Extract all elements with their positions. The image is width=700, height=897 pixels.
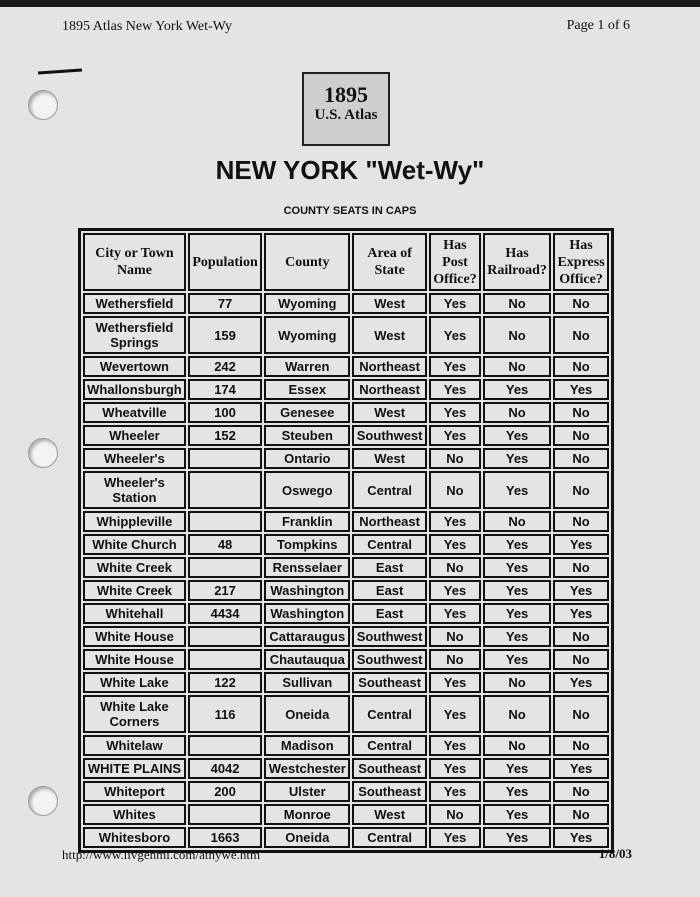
- cell-population: 77: [188, 293, 262, 314]
- cell-express-office: Yes: [553, 580, 609, 601]
- cell-city: WHITE PLAINS: [83, 758, 186, 779]
- table-row: [83, 781, 609, 802]
- column-header-post-office: Has Post Office?: [429, 233, 481, 291]
- top-border-bar: [0, 0, 700, 7]
- column-header-county: County: [264, 233, 350, 291]
- cell-railroad: No: [483, 672, 551, 693]
- table-body: [83, 293, 609, 848]
- cell-population: [188, 735, 262, 756]
- cell-post-office: Yes: [429, 402, 481, 423]
- table-row: [83, 425, 609, 446]
- cell-city: Wheatville: [83, 402, 186, 423]
- pen-mark: [38, 68, 82, 74]
- cell-post-office: No: [429, 649, 481, 670]
- cell-express-office: No: [553, 356, 609, 377]
- cell-city: White House: [83, 626, 186, 647]
- cell-post-office: Yes: [429, 827, 481, 848]
- cell-railroad: No: [483, 316, 551, 354]
- cell-city: White Creek: [83, 557, 186, 578]
- cell-area: Central: [352, 695, 427, 733]
- cell-area: Southeast: [352, 672, 427, 693]
- cell-area: Central: [352, 827, 427, 848]
- cell-area: Southwest: [352, 626, 427, 647]
- cell-express-office: No: [553, 316, 609, 354]
- cell-county: Steuben: [264, 425, 350, 446]
- cell-express-office: No: [553, 471, 609, 509]
- cell-county: Rensselaer: [264, 557, 350, 578]
- cell-county: Ulster: [264, 781, 350, 802]
- cell-railroad: No: [483, 695, 551, 733]
- cell-county: Washington: [264, 603, 350, 624]
- table-row: [83, 511, 609, 532]
- cell-population: 217: [188, 580, 262, 601]
- table-row: [83, 402, 609, 423]
- cell-population: [188, 557, 262, 578]
- cell-area: East: [352, 557, 427, 578]
- cell-express-office: Yes: [553, 379, 609, 400]
- cell-railroad: Yes: [483, 448, 551, 469]
- cell-county: Wyoming: [264, 316, 350, 354]
- cell-county: Madison: [264, 735, 350, 756]
- cell-railroad: No: [483, 402, 551, 423]
- cell-county: Chautauqua: [264, 649, 350, 670]
- cell-population: 4042: [188, 758, 262, 779]
- cell-post-office: Yes: [429, 580, 481, 601]
- cell-area: West: [352, 402, 427, 423]
- table-header-row: [83, 233, 609, 291]
- cell-post-office: No: [429, 471, 481, 509]
- cell-area: West: [352, 804, 427, 825]
- cell-city: Wevertown: [83, 356, 186, 377]
- cell-area: Northeast: [352, 356, 427, 377]
- cell-express-office: Yes: [553, 534, 609, 555]
- cell-railroad: Yes: [483, 580, 551, 601]
- cell-post-office: Yes: [429, 293, 481, 314]
- cell-express-office: No: [553, 649, 609, 670]
- cell-county: Genesee: [264, 402, 350, 423]
- table-row: [83, 557, 609, 578]
- cell-population: 116: [188, 695, 262, 733]
- cell-railroad: Yes: [483, 471, 551, 509]
- table-row: [83, 649, 609, 670]
- cell-city: Whitehall: [83, 603, 186, 624]
- cell-city: Whallonsburgh: [83, 379, 186, 400]
- page-title: NEW YORK "Wet-Wy": [215, 155, 485, 185]
- cell-area: Central: [352, 471, 427, 509]
- cell-population: 174: [188, 379, 262, 400]
- cell-area: East: [352, 603, 427, 624]
- header-title: 1895 Atlas New York Wet-Wy: [62, 19, 233, 34]
- cell-railroad: Yes: [483, 379, 551, 400]
- cell-express-office: Yes: [553, 603, 609, 624]
- table-row: [83, 758, 609, 779]
- cell-population: 122: [188, 672, 262, 693]
- cell-area: Central: [352, 735, 427, 756]
- cell-post-office: Yes: [429, 356, 481, 377]
- cell-express-office: No: [553, 781, 609, 802]
- cell-post-office: Yes: [429, 316, 481, 354]
- cell-area: West: [352, 293, 427, 314]
- cell-city: Whites: [83, 804, 186, 825]
- cell-express-office: No: [553, 511, 609, 532]
- cell-city: Wethersfield Springs: [83, 316, 186, 354]
- cell-population: 48: [188, 534, 262, 555]
- table-row: [83, 827, 609, 848]
- page-subtitle: COUNTY SEATS IN CAPS: [283, 205, 417, 217]
- cell-express-office: Yes: [553, 758, 609, 779]
- cell-express-office: Yes: [553, 827, 609, 848]
- cell-area: Northeast: [352, 379, 427, 400]
- cell-city: Wheeler's Station: [83, 471, 186, 509]
- table-row: [83, 293, 609, 314]
- cell-area: Southwest: [352, 649, 427, 670]
- cell-city: Whitesboro: [83, 827, 186, 848]
- cell-railroad: Yes: [483, 557, 551, 578]
- table-row: [83, 356, 609, 377]
- cell-area: East: [352, 580, 427, 601]
- cell-county: Sullivan: [264, 672, 350, 693]
- binder-hole-icon: [28, 90, 58, 120]
- cell-railroad: No: [483, 511, 551, 532]
- table-row: [83, 695, 609, 733]
- cell-post-office: Yes: [429, 735, 481, 756]
- cell-city: Whiteport: [83, 781, 186, 802]
- cell-county: Westchester: [264, 758, 350, 779]
- towns-table: [78, 228, 614, 853]
- cell-county: Franklin: [264, 511, 350, 532]
- cell-city: Wheeler: [83, 425, 186, 446]
- cell-post-office: Yes: [429, 695, 481, 733]
- print-date: 1/8/03: [598, 846, 632, 861]
- cell-area: Southwest: [352, 425, 427, 446]
- cell-area: Northeast: [352, 511, 427, 532]
- cell-railroad: Yes: [483, 804, 551, 825]
- column-header-express-office: Has Express Office?: [553, 233, 609, 291]
- table-row: [83, 603, 609, 624]
- binder-hole-icon: [28, 786, 58, 816]
- table-row: [83, 735, 609, 756]
- cell-express-office: No: [553, 293, 609, 314]
- cell-county: Oswego: [264, 471, 350, 509]
- cell-railroad: Yes: [483, 534, 551, 555]
- cell-area: Central: [352, 534, 427, 555]
- logo-name: U.S. Atlas: [314, 107, 378, 123]
- cell-city: White House: [83, 649, 186, 670]
- table-row: [83, 379, 609, 400]
- column-header-population: Population: [188, 233, 262, 291]
- cell-railroad: Yes: [483, 758, 551, 779]
- cell-county: Oneida: [264, 827, 350, 848]
- cell-post-office: No: [429, 804, 481, 825]
- cell-population: [188, 804, 262, 825]
- cell-area: Southeast: [352, 758, 427, 779]
- cell-post-office: No: [429, 626, 481, 647]
- cell-railroad: Yes: [483, 626, 551, 647]
- cell-population: 4434: [188, 603, 262, 624]
- cell-railroad: Yes: [483, 603, 551, 624]
- cell-post-office: Yes: [429, 781, 481, 802]
- cell-express-office: No: [553, 557, 609, 578]
- cell-population: [188, 626, 262, 647]
- cell-railroad: No: [483, 356, 551, 377]
- table-row: [83, 471, 609, 509]
- cell-county: Warren: [264, 356, 350, 377]
- cell-city: White Creek: [83, 580, 186, 601]
- cell-county: Monroe: [264, 804, 350, 825]
- cell-railroad: Yes: [483, 425, 551, 446]
- cell-post-office: Yes: [429, 425, 481, 446]
- cell-area: West: [352, 316, 427, 354]
- cell-express-office: No: [553, 425, 609, 446]
- cell-express-office: No: [553, 695, 609, 733]
- cell-railroad: Yes: [483, 649, 551, 670]
- column-header-railroad: Has Railroad?: [483, 233, 551, 291]
- cell-city: Wheeler's: [83, 448, 186, 469]
- cell-express-office: No: [553, 804, 609, 825]
- cell-population: 1663: [188, 827, 262, 848]
- cell-express-office: No: [553, 448, 609, 469]
- cell-city: Whitelaw: [83, 735, 186, 756]
- cell-population: 152: [188, 425, 262, 446]
- cell-population: 242: [188, 356, 262, 377]
- table-row: [83, 626, 609, 647]
- cell-area: West: [352, 448, 427, 469]
- cell-express-office: No: [553, 626, 609, 647]
- cell-post-office: Yes: [429, 603, 481, 624]
- cell-county: Wyoming: [264, 293, 350, 314]
- cell-county: Oneida: [264, 695, 350, 733]
- cell-population: 100: [188, 402, 262, 423]
- logo-year: 1895: [324, 82, 368, 107]
- cell-railroad: No: [483, 293, 551, 314]
- page-number: Page 1 of 6: [566, 18, 630, 33]
- cell-post-office: No: [429, 448, 481, 469]
- cell-city: White Church: [83, 534, 186, 555]
- cell-express-office: No: [553, 402, 609, 423]
- cell-city: White Lake Corners: [83, 695, 186, 733]
- cell-post-office: Yes: [429, 534, 481, 555]
- cell-city: White Lake: [83, 672, 186, 693]
- cell-express-office: Yes: [553, 672, 609, 693]
- cell-post-office: Yes: [429, 379, 481, 400]
- cell-population: [188, 471, 262, 509]
- cell-city: Wethersfield: [83, 293, 186, 314]
- table-row: [83, 580, 609, 601]
- cell-population: 200: [188, 781, 262, 802]
- table-row: [83, 534, 609, 555]
- table-row: [83, 448, 609, 469]
- cell-population: [188, 511, 262, 532]
- cell-post-office: Yes: [429, 511, 481, 532]
- cell-county: Tompkins: [264, 534, 350, 555]
- cell-railroad: No: [483, 735, 551, 756]
- column-header-city: City or Town Name: [83, 233, 186, 291]
- cell-express-office: No: [553, 735, 609, 756]
- atlas-logo: [302, 72, 390, 146]
- table-row: [83, 672, 609, 693]
- cell-population: [188, 448, 262, 469]
- source-url: http://www.livgenmi.com/atnywe.htm: [62, 847, 261, 862]
- cell-county: Cattaraugus: [264, 626, 350, 647]
- cell-area: Southeast: [352, 781, 427, 802]
- cell-city: Whippleville: [83, 511, 186, 532]
- cell-county: Ontario: [264, 448, 350, 469]
- cell-population: 159: [188, 316, 262, 354]
- cell-railroad: Yes: [483, 827, 551, 848]
- cell-post-office: No: [429, 557, 481, 578]
- binder-hole-icon: [28, 438, 58, 468]
- cell-county: Essex: [264, 379, 350, 400]
- cell-railroad: Yes: [483, 781, 551, 802]
- cell-post-office: Yes: [429, 758, 481, 779]
- table-row: [83, 316, 609, 354]
- column-header-area: Area of State: [352, 233, 427, 291]
- cell-post-office: Yes: [429, 672, 481, 693]
- table-row: [83, 804, 609, 825]
- cell-county: Washington: [264, 580, 350, 601]
- cell-population: [188, 649, 262, 670]
